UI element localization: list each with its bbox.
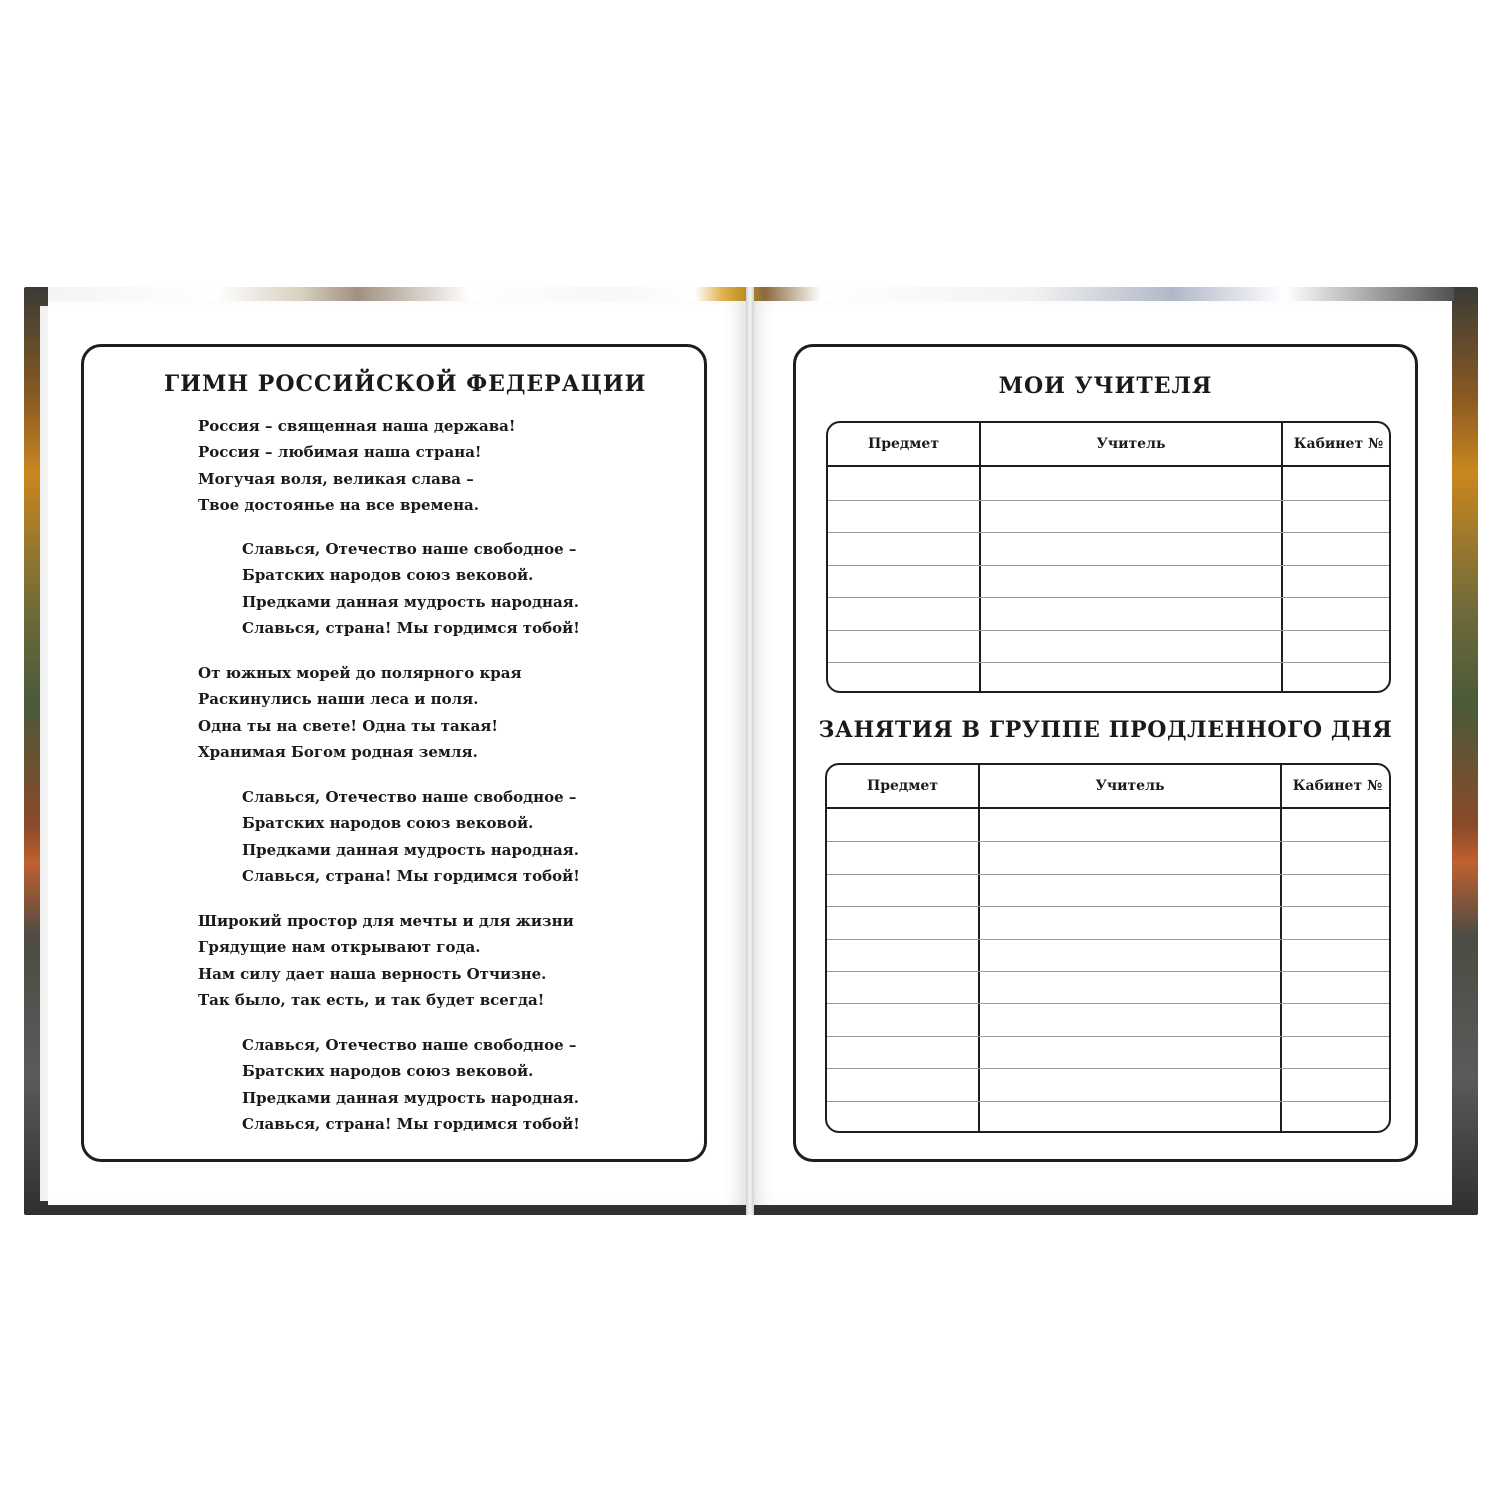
- anthem-line: Славься, страна! Мы гордимся тобой!: [242, 866, 580, 885]
- anthem-verse: [198, 908, 574, 1013]
- anthem-chorus: [242, 1032, 580, 1137]
- anthem-line: Славься, страна! Мы гордимся тобой!: [242, 618, 580, 637]
- table-header: [828, 423, 1389, 467]
- anthem-line: Россия – священная наша держава!: [198, 417, 516, 435]
- anthem-line: Так было, так есть, и так будет всегда!: [198, 990, 545, 1009]
- column-header-teacher: Учитель: [1095, 778, 1165, 794]
- anthem-line: Братских народов союз вековой.: [242, 814, 534, 833]
- column-header-room: Кабинет №: [1293, 436, 1384, 452]
- anthem-chorus: [242, 784, 580, 889]
- table-header: [827, 765, 1389, 809]
- right-page: [752, 301, 1452, 1205]
- anthem-line: Братских народов союз вековой.: [242, 566, 534, 585]
- table-row-line: [827, 841, 1389, 842]
- anthem-verse: [198, 413, 515, 518]
- book-gutter: [746, 287, 754, 1215]
- anthem-title: ГИМН РОССИЙСКОЙ ФЕДЕРАЦИИ: [164, 371, 647, 397]
- anthem-line: Могучая воля, великая слава –: [198, 469, 474, 488]
- anthem-line: Твое достоянье на все времена.: [198, 495, 479, 514]
- teachers-table: [826, 421, 1391, 693]
- anthem-line: Россия – любимая наша страна!: [198, 443, 482, 462]
- table-row-line: [827, 906, 1389, 907]
- anthem-line: Хранимая Богом родная земля.: [198, 742, 478, 761]
- anthem-line: Широкий простор для мечты и для жизни: [198, 912, 574, 930]
- teachers-title: МОИ УЧИТЕЛЯ: [998, 373, 1213, 399]
- table-rows: [827, 809, 1389, 1131]
- column-header-teacher: Учитель: [1096, 436, 1166, 452]
- anthem-line: Славься, Отечество наше свободное –: [242, 1036, 577, 1054]
- after-school-title: ЗАНЯТИЯ В ГРУППЕ ПРОДЛЕННОГО ДНЯ: [818, 717, 1393, 743]
- anthem-verse: [198, 660, 522, 765]
- table-row-line: [827, 939, 1389, 940]
- table-row-line: [827, 874, 1389, 875]
- table-row-line: [828, 565, 1389, 566]
- left-page: [48, 301, 748, 1205]
- page-edges-left: [40, 306, 48, 1201]
- table-row-line: [827, 1036, 1389, 1037]
- anthem-line: Славься, Отечество наше свободное –: [242, 788, 577, 806]
- table-row-line: [827, 1101, 1389, 1102]
- anthem-line: Грядущие нам открывают года.: [198, 938, 481, 957]
- anthem-line: Предками данная мудрость народная.: [242, 840, 579, 859]
- teachers-panel: [793, 344, 1418, 1162]
- anthem-line: Одна ты на свете! Одна ты такая!: [198, 716, 498, 735]
- table-row-line: [828, 532, 1389, 533]
- anthem-line: Предками данная мудрость народная.: [242, 592, 579, 611]
- table-row-line: [827, 971, 1389, 972]
- table-row-line: [828, 662, 1389, 663]
- table-row-line: [828, 630, 1389, 631]
- anthem-line: От южных морей до полярного края: [198, 664, 522, 682]
- table-row-line: [828, 500, 1389, 501]
- anthem-line: Славься, Отечество наше свободное –: [242, 540, 577, 558]
- column-header-subject: Предмет: [868, 436, 939, 452]
- column-header-room: Кабинет №: [1292, 778, 1383, 794]
- anthem-panel: [81, 344, 707, 1162]
- after-school-table: [825, 763, 1391, 1133]
- anthem-line: Братских народов союз вековой.: [242, 1062, 534, 1081]
- anthem-line: Нам силу дает наша верность Отчизне.: [198, 964, 547, 983]
- table-row-line: [827, 1003, 1389, 1004]
- column-header-subject: Предмет: [867, 778, 938, 794]
- anthem-chorus: [242, 536, 580, 641]
- table-rows: [828, 467, 1389, 691]
- anthem-line: Предками данная мудрость народная.: [242, 1088, 579, 1107]
- anthem-line: Раскинулись наши леса и поля.: [198, 690, 479, 709]
- table-row-line: [828, 597, 1389, 598]
- anthem-line: Славься, страна! Мы гордимся тобой!: [242, 1114, 580, 1133]
- table-row-line: [827, 1068, 1389, 1069]
